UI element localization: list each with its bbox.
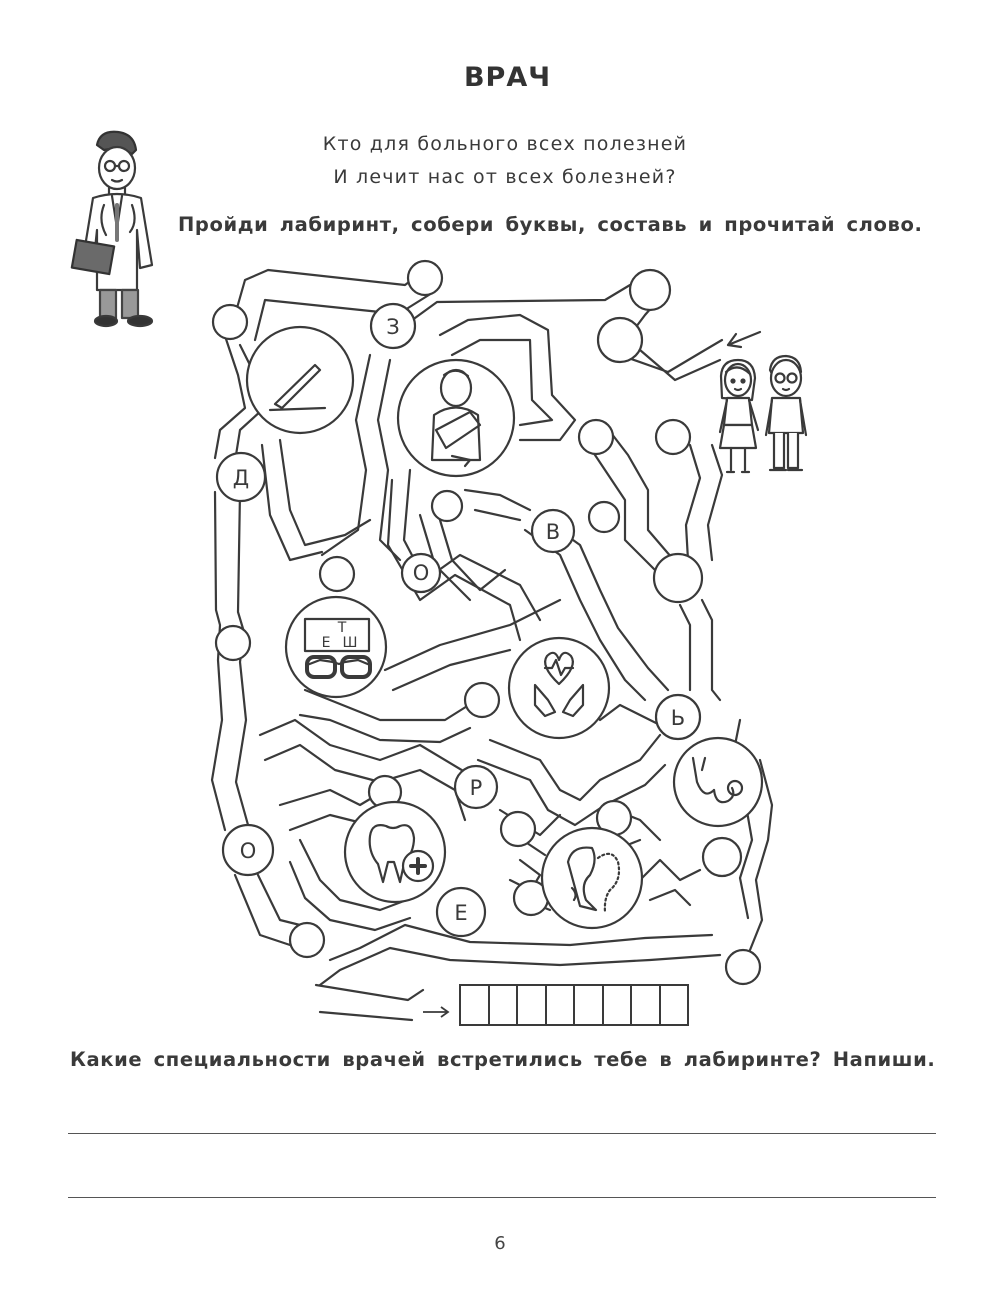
maze-letter: В bbox=[545, 520, 561, 544]
eye-chart-glasses-icon bbox=[286, 597, 386, 697]
maze-letter: Д bbox=[232, 466, 250, 490]
heart-in-hands-icon bbox=[509, 638, 609, 738]
maze-letter: О bbox=[412, 561, 430, 585]
bandaged-arm-patient-icon bbox=[398, 360, 514, 476]
answer-boxes[interactable] bbox=[459, 984, 703, 1026]
answer-box[interactable] bbox=[545, 984, 576, 1026]
stethoscope-icon bbox=[674, 738, 762, 826]
maze-letter: Е bbox=[454, 901, 468, 925]
answer-box[interactable] bbox=[630, 984, 661, 1026]
finish-arrow bbox=[423, 1007, 448, 1017]
answer-box[interactable] bbox=[459, 984, 490, 1026]
doctor-figure bbox=[72, 132, 152, 326]
maze-letter: З bbox=[386, 315, 400, 339]
question-text: Какие специальности врачей встретились тебе в лабиринте? Напиши. bbox=[70, 1048, 936, 1071]
eye-chart-letter: Е bbox=[321, 635, 331, 651]
tooth-icon bbox=[345, 802, 445, 902]
answer-line-2[interactable] bbox=[68, 1197, 936, 1198]
maze-letter: О bbox=[239, 839, 257, 863]
start-arrow bbox=[728, 332, 760, 347]
page-title: ВРАЧ bbox=[463, 62, 552, 93]
page-number: 6 bbox=[494, 1233, 506, 1254]
maze-letter: Р bbox=[469, 776, 483, 800]
scalpel-icon bbox=[247, 327, 353, 433]
ear-nose-throat-icon bbox=[542, 828, 642, 928]
girl-figure bbox=[720, 360, 758, 472]
eye-chart-letter: Ш bbox=[342, 635, 358, 651]
answer-box[interactable] bbox=[516, 984, 547, 1026]
maze-letter: Ь bbox=[670, 706, 686, 730]
answer-line-1[interactable] bbox=[68, 1133, 936, 1134]
riddle-line-1: Кто для больного всех полезней bbox=[322, 133, 688, 155]
answer-box[interactable] bbox=[573, 984, 604, 1026]
boy-figure bbox=[766, 356, 806, 470]
task-instruction: Пройди лабиринт, собери буквы, составь и прочитай слово. bbox=[178, 213, 923, 236]
answer-box[interactable] bbox=[659, 984, 690, 1026]
answer-box[interactable] bbox=[602, 984, 633, 1026]
riddle-line-2: И лечит нас от всех болезней? bbox=[333, 166, 677, 188]
eye-chart-letter: Т bbox=[337, 620, 347, 636]
answer-box[interactable] bbox=[488, 984, 519, 1026]
